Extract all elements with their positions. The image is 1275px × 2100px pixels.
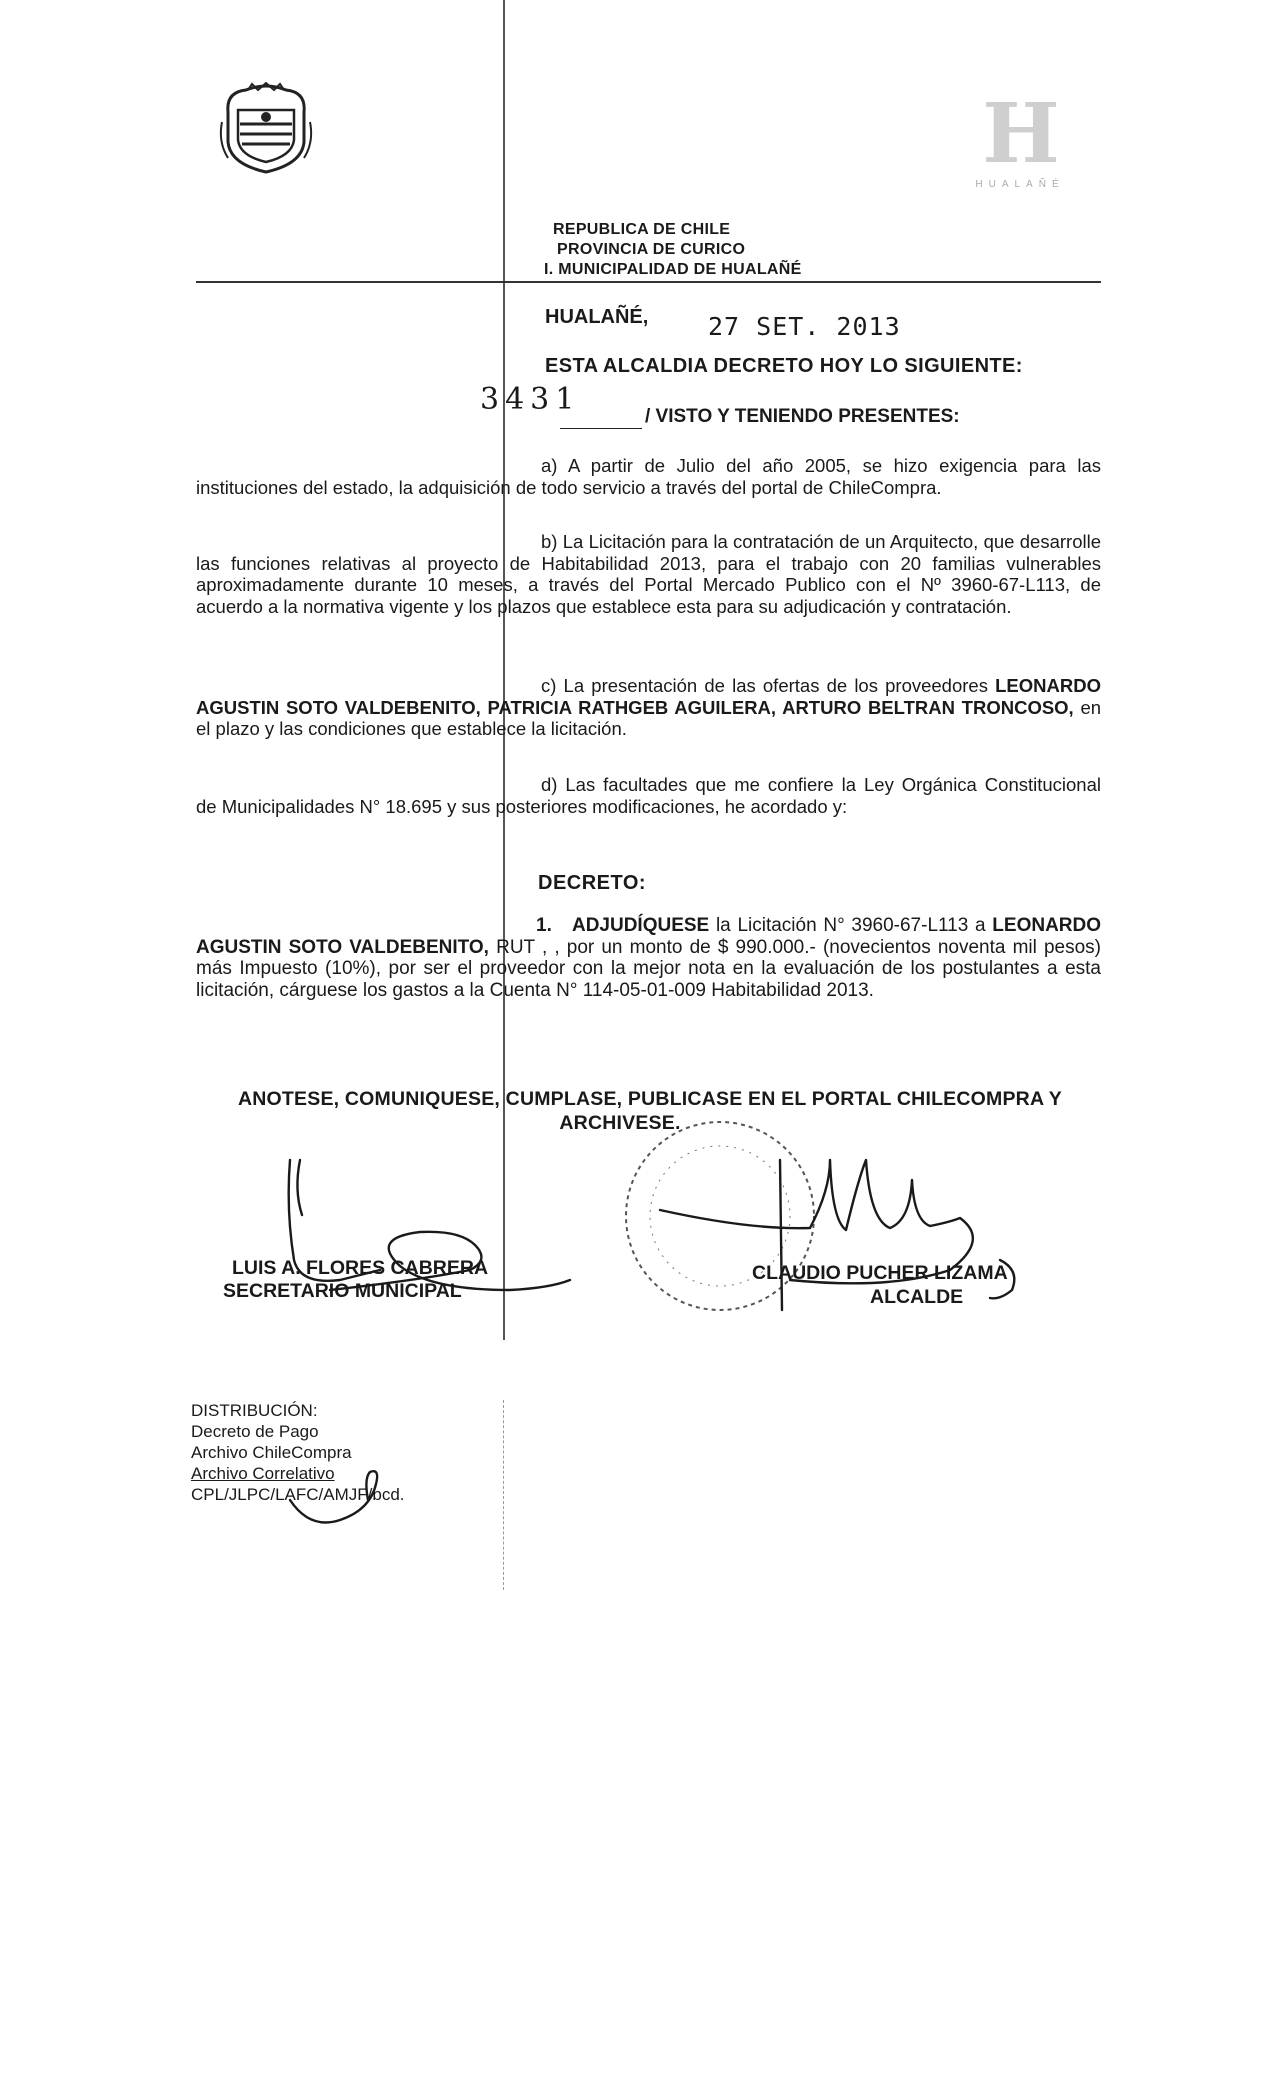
decree-place: HUALAÑÉ, — [545, 306, 649, 328]
paragraph-c — [196, 675, 1101, 740]
distribution-item: Archivo Correlativo — [191, 1464, 335, 1483]
paragraph-c-names: LEONARDO AGUSTIN SOTO VALDEBENITO, PATRICIA RATHGEB AGUILERA, ARTURO BELTRAN TRONCOSO, — [196, 675, 1101, 718]
closing-line-2: ARCHIVESE. — [559, 1112, 681, 1134]
secretary-title: SECRETARIO MUNICIPAL — [223, 1280, 462, 1302]
distribution-initials: CPL/JLPC/LAFC/AMJF/bcd. — [191, 1485, 405, 1504]
decree-number: 3431 — [480, 382, 581, 417]
logo-letter: H — [982, 86, 1058, 182]
secretary-block — [223, 1257, 489, 1303]
paragraph-d-text: d) Las facultades que me confiere la Ley Orgánica Constitucional de Municipalidades N° 18.695 y sus posteriores modificaciones, he acordado y: — [196, 774, 1101, 817]
item-verb: ADJUDÍQUESE — [571, 915, 710, 936]
header-rule — [196, 281, 1101, 283]
header-country: REPUBLICA DE CHILE — [553, 221, 731, 238]
signatures-and-stamp — [190, 1120, 1090, 1360]
municipal-coat-of-arms-icon — [218, 82, 314, 174]
institution-header — [544, 220, 802, 280]
decree-date-stamp: 27 SET. 2013 — [708, 312, 901, 341]
secretary-name: LUIS A. FLORES CABRERA — [232, 1257, 489, 1279]
paragraph-a — [196, 455, 1101, 498]
decree-intro: ESTA ALCALDIA DECRETO HOY LO SIGUIENTE: — [545, 355, 1023, 377]
visto-heading: / VISTO Y TENIENDO PRESENTES: — [645, 406, 960, 427]
distribution-item: Decreto de Pago — [191, 1422, 319, 1441]
distribution-heading: DISTRIBUCIÓN: — [191, 1401, 318, 1420]
item-text-2: RUT , , por un monto de $ 990.000.- (novecientos noventa mil pesos) más Impuesto (10%), por ser el proveedor con la mejor nota en la evaluación de los postulantes a esta licitación, cárguese los gastos a la Cuenta N° 114-05-01-009 Habitabilidad 2013. — [196, 936, 1102, 1001]
distribution-item: Archivo ChileCompra — [191, 1443, 352, 1462]
item-awardee-name: LEONARDO AGUSTIN SOTO VALDEBENITO, — [196, 915, 1102, 958]
item-text-1: la Licitación N° 3960-67-L113 a — [715, 915, 986, 936]
header-municipality: I. MUNICIPALIDAD DE HUALAÑÉ — [544, 261, 802, 278]
mayor-name: CLAUDIO PUCHER LIZAMA — [752, 1262, 1008, 1284]
closing-line-1: ANOTESE, COMUNIQUESE, CUMPLASE, PUBLICASE EN EL PORTAL CHILECOMPRA Y — [237, 1088, 1062, 1110]
logo-caption: HUALAÑÉ — [975, 179, 1065, 190]
paragraph-d — [196, 774, 1101, 817]
paragraph-b — [196, 531, 1101, 617]
hualane-logo — [965, 86, 1075, 190]
decree-number-underline — [560, 428, 642, 429]
decreto-heading: DECRETO: — [538, 872, 647, 894]
paragraph-c-text-1: c) La presentación de las ofertas de los proveedores — [541, 675, 988, 696]
mayor-title: ALCALDE — [870, 1286, 964, 1308]
item-number: 1. — [536, 915, 552, 936]
header-province: PROVINCIA DE CURICO — [557, 241, 746, 258]
fold-line-lower — [503, 1400, 505, 1590]
distribution-initial-mark-icon — [280, 1460, 390, 1540]
resolution-item-1 — [196, 915, 1101, 1001]
paragraph-c-text-2: en el plazo y las condiciones que establece la licitación. — [196, 696, 1102, 739]
paragraph-a-text: a) A partir de Julio del año 2005, se hizo exigencia para las instituciones del estado, la adquisición de todo servicio a través del portal de ChileCompra. — [196, 455, 1101, 498]
paragraph-b-text: b) La Licitación para la contratación de un Arquitecto, que desarrolle las funciones relativas al proyecto de Habitabilidad 2013, para el trabajo con 20 familias vulnerables aproximadamente durante 10 meses, a través del Portal Mercado Publico con el Nº 3960-67-L113, de acuerdo a la normativa vigente y los plazos que establece esta para su adjudicación y contratación. — [196, 531, 1101, 617]
